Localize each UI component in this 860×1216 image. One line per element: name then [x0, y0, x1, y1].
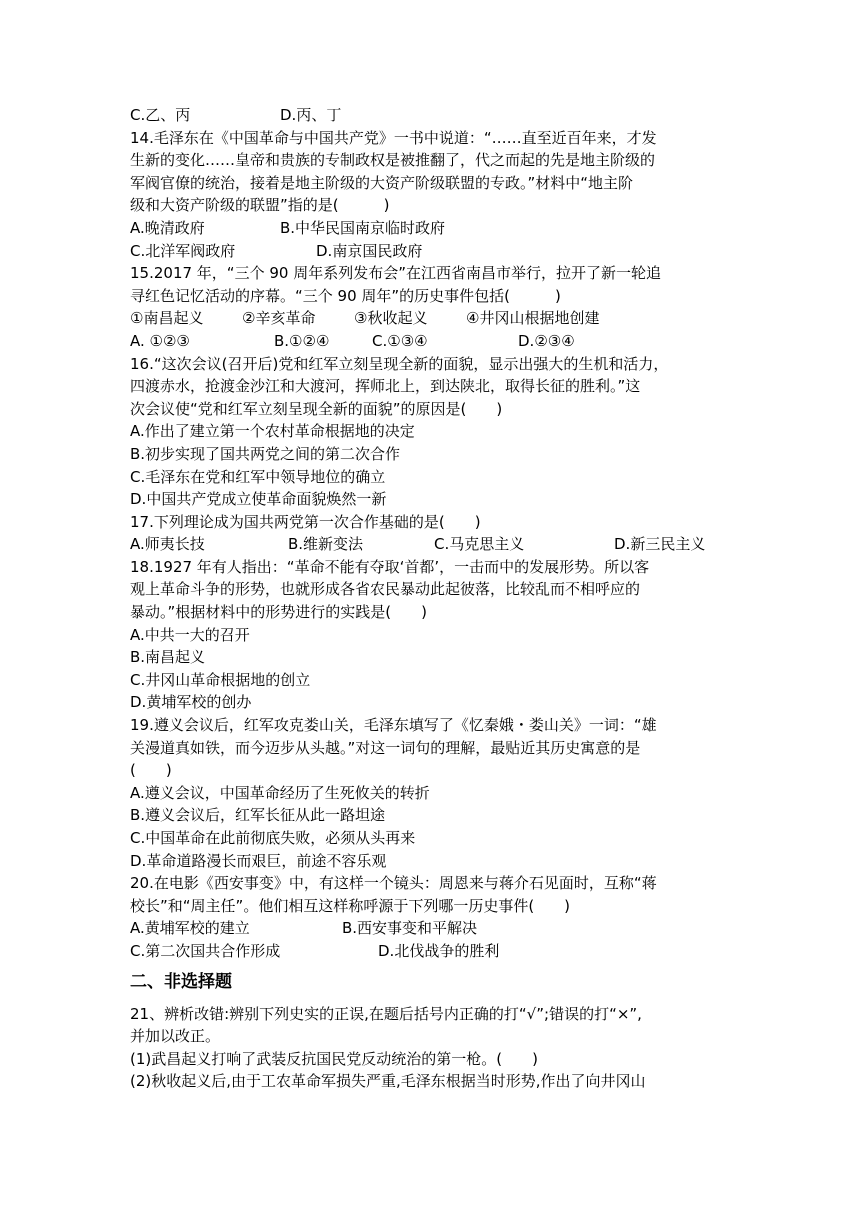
q18-option-a: A.中共一大的召开 — [130, 625, 250, 644]
q15-item: ②辛亥革命 — [242, 309, 316, 328]
q16-option-d: D.中国共产党成立使革命面貌焕然一新 — [130, 490, 387, 509]
q14-stem-line: 生新的变化……皇帝和贵族的专制政权是被推翻了，代之而起的先是地主阶级的 — [130, 151, 656, 170]
q18-option-d: D.黄埔军校的创办 — [130, 693, 252, 712]
q15-item: ③秋收起义 — [354, 309, 428, 328]
q20-option-d: D.北伐战争的胜利 — [378, 941, 500, 960]
q21-line: (1)武昌起义打响了武装反抗国民党反动统治的第一枪。( ) — [130, 1049, 538, 1068]
q21-line: 并加以改正。 — [130, 1027, 221, 1046]
q14-options-row — [130, 217, 742, 240]
question-16 — [130, 353, 742, 511]
q15-item: ④井冈山根据地创建 — [466, 309, 600, 328]
q19-option-a: A.遵义会议，中国革命经历了生死攸关的转折 — [130, 783, 430, 802]
section-title: 二、非选择题 — [130, 971, 232, 992]
question-15 — [130, 262, 742, 352]
q20-stem-line: 校长”和“周主任”。他们相互这样称呼源于下列哪一历史事件( ) — [130, 896, 571, 915]
q15-items-row — [130, 307, 742, 330]
q17-option-b: B.维新变法 — [288, 535, 364, 554]
q14-option-a: A.晚清政府 — [130, 218, 205, 237]
q19-option-c: C.中国革命在此前彻底失败，必须从头再来 — [130, 829, 416, 847]
q15-options-row — [130, 330, 742, 353]
q17-option-c: C.马克思主义 — [434, 535, 525, 554]
q19-stem-line: ( ) — [130, 761, 172, 780]
q17-option-d: D.新三民主义 — [614, 535, 706, 554]
question-18 — [130, 556, 742, 714]
q16-stem-line: 四渡赤水，抢渡金沙江和大渡河，挥师北上，到达陕北，取得长征的胜利。”这 — [130, 377, 641, 396]
q15-option-c: C.①③④ — [372, 331, 428, 350]
question-21 — [130, 1003, 742, 1093]
q14-stem-line: 军阀官僚的统治，接着是地主阶级的大资产阶级联盟的专政。”材料中“地主阶 — [130, 173, 634, 192]
q20-option-c: C.第二次国共合作形成 — [130, 941, 281, 960]
q17-stem: 17.下列理论成为国共两党第一次合作基础的是( ) — [130, 512, 481, 531]
q15-option-a: A. ①②③ — [130, 331, 190, 350]
q21-line: 21、辨析改错:辨别下列史实的正误,在题后括号内正确的打“√”;错误的打“×”, — [130, 1004, 642, 1023]
q18-stem-line: 暴动。”根据材料中的形势进行的实践是( ) — [130, 603, 427, 622]
q15-stem-line: 15.2017 年，“三个 90 周年系列发布会”在江西省南昌市举行，拉开了新一轮追 — [130, 264, 661, 283]
question-17 — [130, 511, 742, 556]
q18-option-b: B.南昌起义 — [130, 648, 206, 667]
q14-option-d: D.南京国民政府 — [316, 241, 423, 260]
q13-option-d: D.丙、丁 — [280, 106, 342, 124]
q19-stem-line: 19.遵义会议后，红军攻克娄山关，毛泽东填写了《忆秦娥・娄山关》一词：“雄 — [130, 716, 657, 735]
q15-item: ①南昌起义 — [130, 309, 204, 328]
q13-options-row — [130, 104, 742, 127]
q18-stem-line: 18.1927 年有人指出：“革命不能有夺取‘首都’，一击而中的发展形势。所以客 — [130, 557, 650, 576]
exam-content — [130, 104, 742, 1093]
q15-option-b: B.①②④ — [274, 331, 330, 350]
q16-option-b: B.初步实现了国共两党之间的第二次合作 — [130, 444, 401, 463]
q21-line: (2)秋收起义后,由于工农革命军损失严重,毛泽东根据当时形势,作出了向井冈山 — [130, 1072, 646, 1091]
q16-option-a: A.作出了建立第一个农村革命根据地的决定 — [130, 422, 415, 441]
q19-option-b: B.遵义会议后，红军长征从此一路坦途 — [130, 806, 386, 825]
q18-option-c: C.井冈山革命根据地的创立 — [130, 670, 311, 689]
q14-option-c: C.北洋军阀政府 — [130, 241, 236, 260]
q20-options-row — [130, 940, 742, 963]
q17-options-row — [130, 533, 742, 556]
question-20 — [130, 872, 742, 962]
q16-stem-line: 次会议使“党和红军立刻呈现全新的面貌”的原因是( ) — [130, 399, 503, 418]
q15-option-d: D.②③④ — [518, 331, 575, 350]
q20-option-b: B.西安事变和平解决 — [342, 919, 478, 938]
q14-stem-line: 14.毛泽东在《中国革命与中国共产党》一书中说道：“……直至近百年来，才发 — [130, 128, 657, 147]
q18-stem-line: 观上革命斗争的形势，也就形成各省农民暴动此起彼落，比较乱而不相呼应的 — [130, 580, 641, 599]
q15-stem-line: 寻红色记忆活动的序幕。“三个 90 周年”的历史事件包括( ) — [130, 286, 561, 305]
q16-stem-line: 16.“这次会议(召开后)党和红军立刻呈现全新的面貌，显示出强大的生机和活力， — [130, 354, 669, 373]
question-14 — [130, 127, 742, 263]
q17-option-a: A.师夷长技 — [130, 535, 205, 554]
q19-stem-line: 关漫道真如铁，而今迈步从头越。”对这一词句的理解，最贴近其历史寓意的是 — [130, 738, 641, 757]
q13-option-c: C.乙、丙 — [130, 106, 191, 124]
q14-options-row — [130, 240, 742, 263]
q20-option-a: A.黄埔军校的建立 — [130, 919, 250, 938]
question-19 — [130, 714, 742, 872]
q14-stem-line: 级和大资产阶级的联盟”指的是( ) — [130, 196, 390, 215]
q20-stem-line: 20.在电影《西安事变》中，有这样一个镜头：周恩来与蒋介石见面时，互称“蒋 — [130, 874, 657, 893]
q16-option-c: C.毛泽东在党和红军中领导地位的确立 — [130, 467, 386, 486]
q14-option-b: B.中华民国南京临时政府 — [280, 218, 446, 237]
q19-option-d: D.革命道路漫长而艰巨，前途不容乐观 — [130, 851, 387, 870]
q20-options-row — [130, 917, 742, 940]
